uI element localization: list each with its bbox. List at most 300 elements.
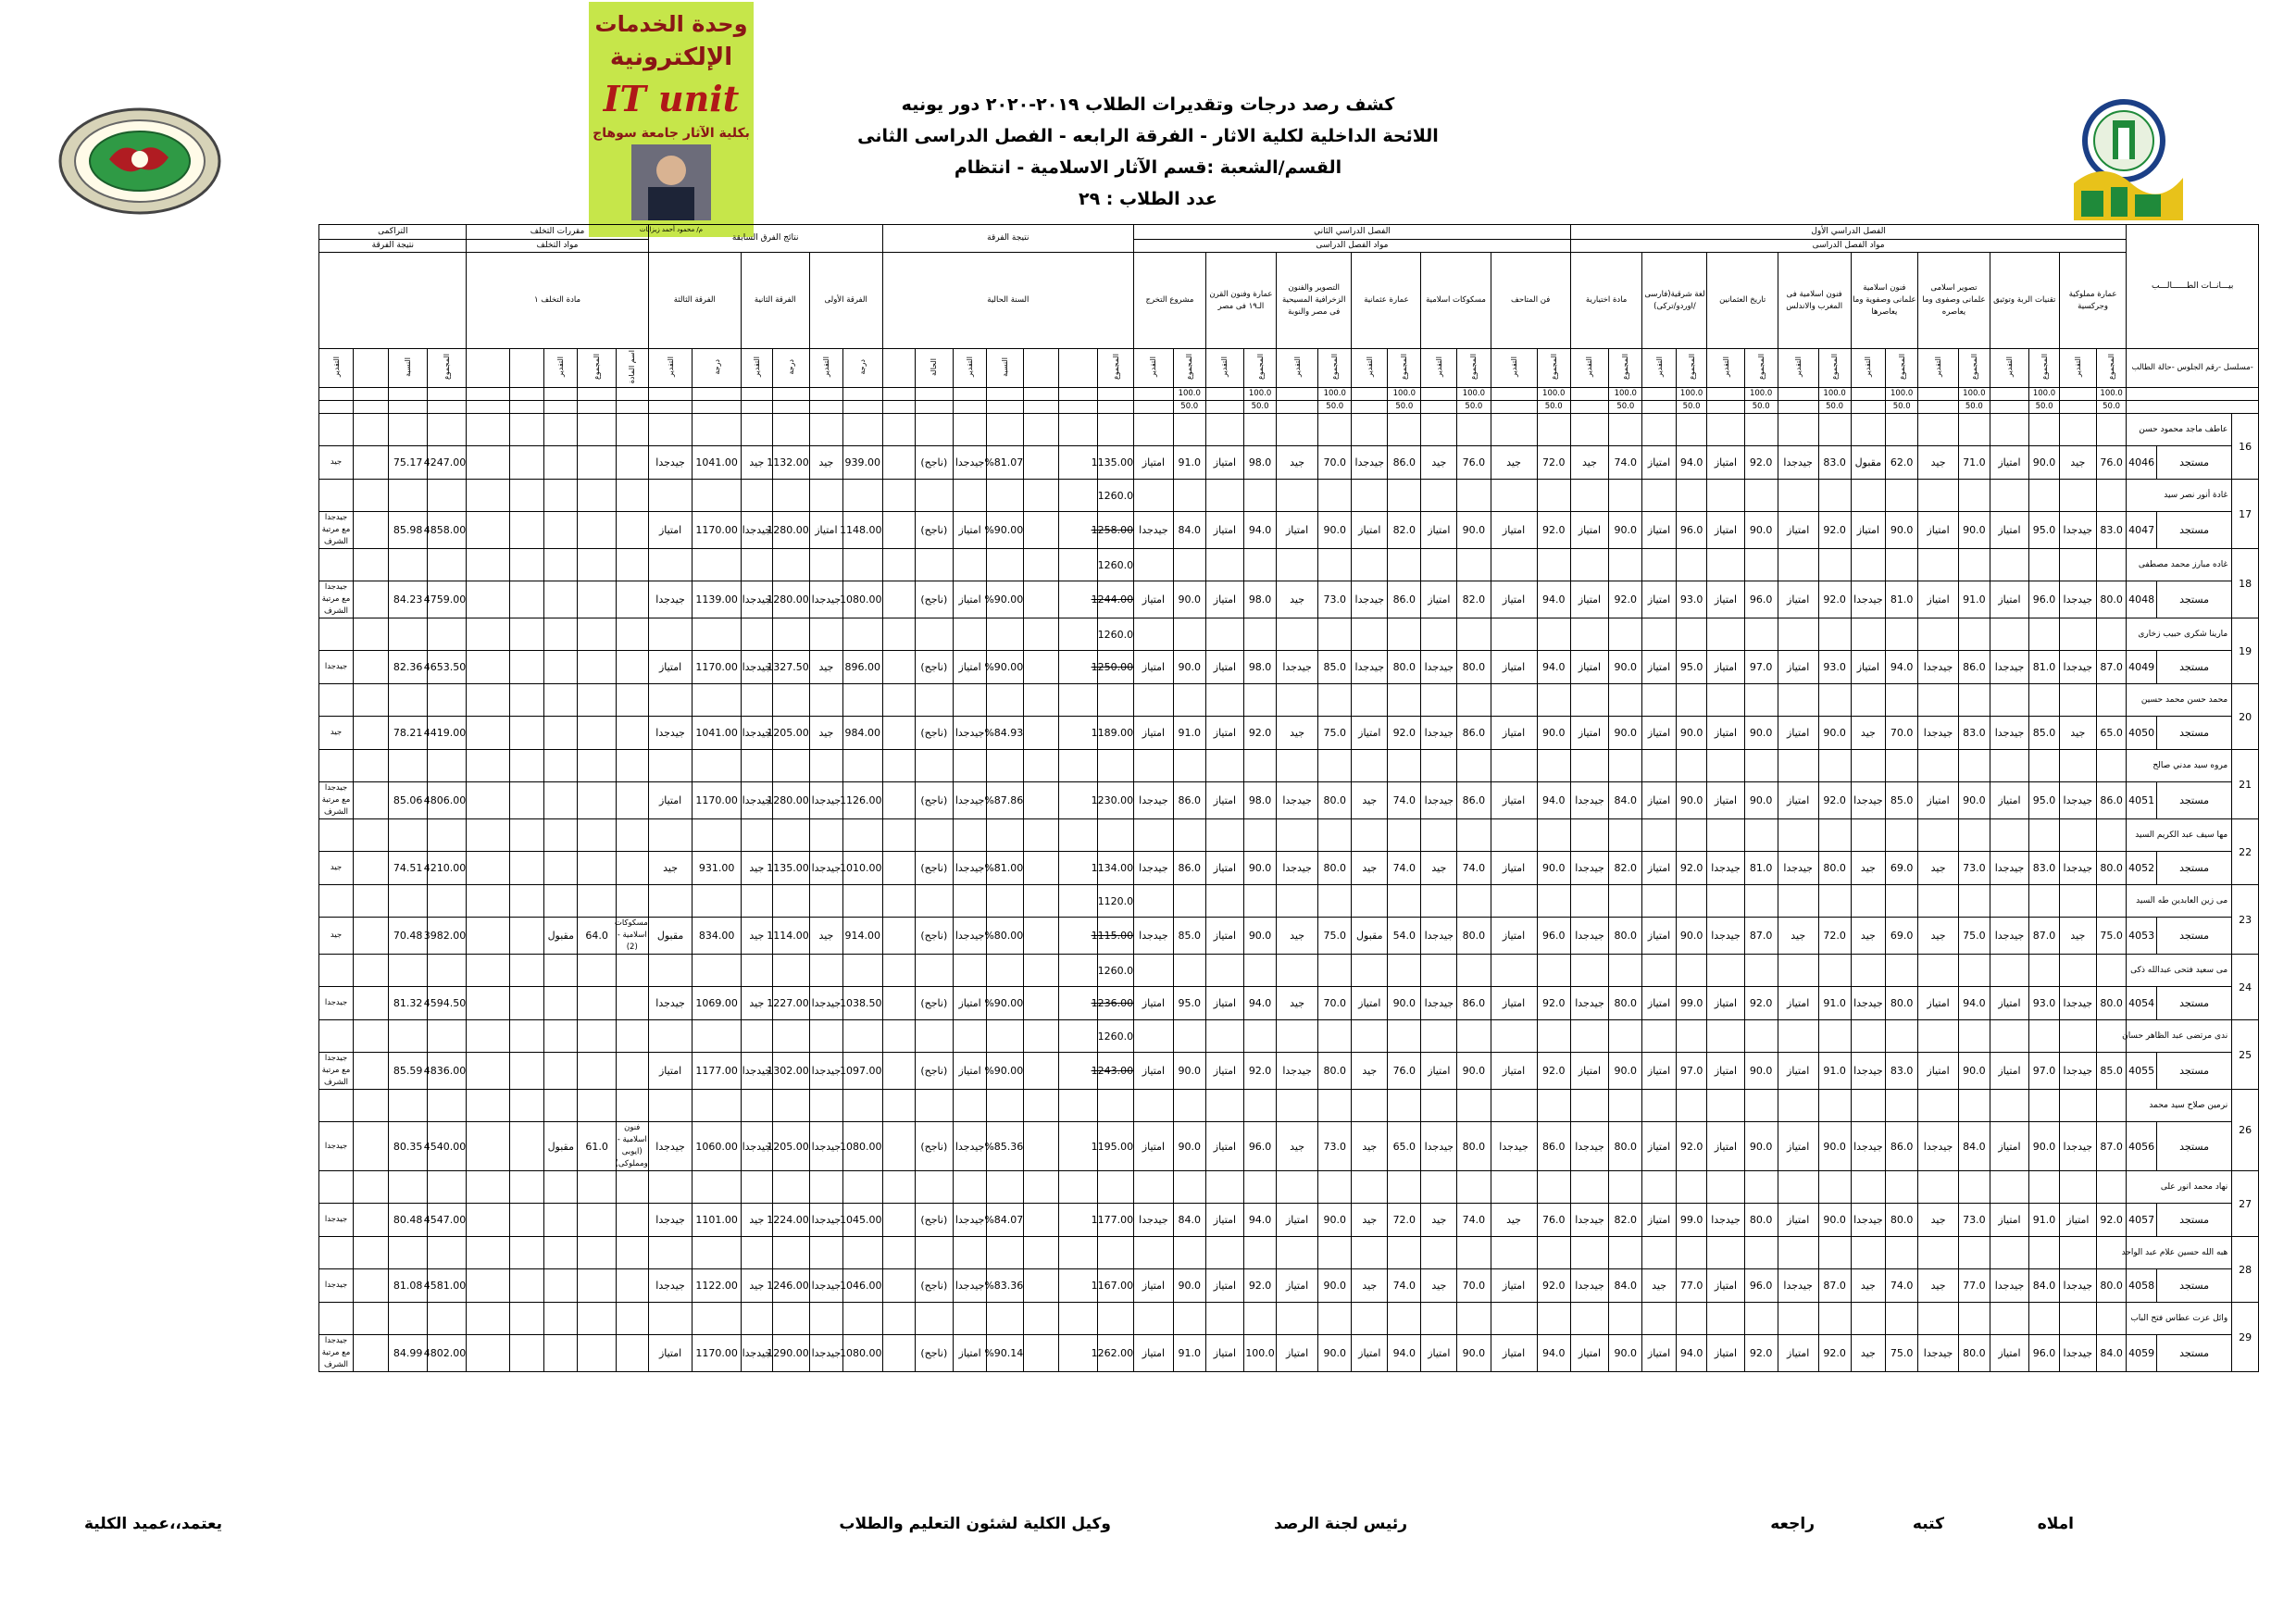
table-cell <box>1676 684 1707 717</box>
prev-year-grade: جيدجدا <box>741 512 772 549</box>
subject-grade: جيدجدا <box>2059 581 2096 618</box>
table-cell <box>1642 401 1676 414</box>
table-cell <box>467 618 509 651</box>
table-cell <box>1642 1090 1676 1122</box>
table-cell <box>772 1020 809 1053</box>
subject-grade: جيدجدا <box>1352 446 1388 480</box>
table-cell <box>1851 480 1886 512</box>
student-info-header: بيـــانــات الطــــــالـــب <box>2127 225 2259 349</box>
table-cell <box>809 819 842 852</box>
table-cell <box>1676 1237 1707 1269</box>
subject-score: 83.0 <box>1818 446 1851 480</box>
table-cell <box>915 750 953 782</box>
table-cell <box>1058 401 1098 414</box>
table-cell <box>1388 414 1421 446</box>
report-header <box>0 89 2296 215</box>
table-cell <box>1352 684 1388 717</box>
prev-year-grade: امتياز <box>648 782 693 819</box>
subject-grade: امتياز <box>1134 651 1174 684</box>
table-cell <box>353 684 389 717</box>
subject-grade: جيد <box>1352 1204 1388 1237</box>
subject-score: 98.0 <box>1244 782 1277 819</box>
table-cell <box>741 1020 772 1053</box>
table-cell <box>1886 349 1918 388</box>
subject-name: فنون اسلامية علمانى وصفوية وما يعاصرها <box>1851 253 1918 349</box>
table-cell <box>1851 750 1886 782</box>
table-cell <box>2059 414 2096 446</box>
table-cell <box>1173 819 1205 852</box>
subject-score: 98.0 <box>1244 581 1277 618</box>
subject-score: 96.0 <box>1537 918 1570 955</box>
table-cell <box>2096 480 2127 512</box>
subject-grade: امتياز <box>1352 1335 1388 1372</box>
table-cell <box>741 684 772 717</box>
table-cell <box>915 955 953 987</box>
cumulative-total: 4547.00 <box>427 1204 467 1237</box>
subject-score: 90.0 <box>1388 987 1421 1020</box>
max-score: 100.0 <box>1537 388 1570 401</box>
table-cell <box>353 414 389 446</box>
third-year-header: الفرقة الثالثة <box>648 253 741 349</box>
table-cell <box>2029 750 2060 782</box>
table-cell <box>509 480 544 512</box>
subject-grade: امتياز <box>1491 1053 1537 1090</box>
table-cell <box>578 480 616 512</box>
subject-grade: امتياز <box>1778 717 1818 750</box>
table-cell <box>1676 618 1707 651</box>
table-cell <box>1205 1171 1243 1204</box>
table-cell <box>1205 819 1243 852</box>
table-cell <box>1642 819 1676 852</box>
table-cell <box>1457 750 1491 782</box>
subject-score: 76.0 <box>2096 446 2127 480</box>
table-cell <box>544 885 578 918</box>
prev-year-total: 1280.00 <box>772 581 809 618</box>
column-subheader: التقدير <box>2073 356 2082 377</box>
table-cell <box>1778 885 1818 918</box>
table-cell <box>1352 349 1388 388</box>
table-cell <box>1205 955 1243 987</box>
table-cell <box>1744 750 1778 782</box>
subject-grade: امتياز <box>1707 987 1744 1020</box>
current-percent: %83.36 <box>987 1269 1024 1303</box>
subject-grade: امتياز <box>1205 446 1243 480</box>
current-grade: امتياز <box>953 1335 986 1372</box>
subject-score: 94.0 <box>1537 581 1570 618</box>
table-cell <box>915 388 953 401</box>
subject-score: 94.0 <box>1886 651 1918 684</box>
subject-score: 80.0 <box>1318 852 1352 885</box>
table-cell <box>1024 1303 1059 1335</box>
pass-status: (ناجح) <box>915 581 953 618</box>
table-cell <box>1173 618 1205 651</box>
subject-score: 93.0 <box>1676 581 1707 618</box>
subject-grade: امتياز <box>1491 651 1537 684</box>
table-cell <box>389 414 427 446</box>
cumulative-percent: 85.59 <box>389 1053 427 1090</box>
table-cell <box>1058 1020 1098 1053</box>
table-cell <box>353 1020 389 1053</box>
subject-score: 90.0 <box>1609 512 1642 549</box>
table-cell <box>693 480 742 512</box>
table-cell <box>1024 1171 1059 1204</box>
table-cell <box>353 549 389 581</box>
table-cell <box>1642 349 1676 388</box>
table-cell <box>1918 819 1959 852</box>
subject-score: 70.0 <box>1318 987 1352 1020</box>
table-cell <box>843 885 883 918</box>
table-cell <box>389 1020 427 1053</box>
table-cell <box>1744 1090 1778 1122</box>
subject-grade: امتياز <box>1918 1053 1959 1090</box>
table-cell <box>319 618 353 651</box>
table-cell <box>1958 1171 1990 1204</box>
subject-score: 83.0 <box>2096 512 2127 549</box>
table-cell <box>1421 955 1457 987</box>
subject-score: 76.0 <box>1457 446 1491 480</box>
subject-grade: جيدجدا <box>1778 1269 1818 1303</box>
seat-number: 4054 <box>2127 987 2157 1020</box>
table-cell <box>1886 885 1918 918</box>
prev-year-grade: جيدجدا <box>809 581 842 618</box>
subject-score: 82.0 <box>1457 581 1491 618</box>
prev-year-total: 1041.00 <box>693 717 742 750</box>
table-cell <box>1244 480 1277 512</box>
subject-grade: امتياز <box>1707 717 1744 750</box>
cumulative-total: 4858.00 <box>427 512 467 549</box>
table-cell <box>1851 414 1886 446</box>
table-cell <box>1570 480 1608 512</box>
subject-grade: امتياز <box>1205 1204 1243 1237</box>
table-cell <box>1990 618 2029 651</box>
table-cell <box>509 717 544 750</box>
table-cell <box>1318 480 1352 512</box>
table-cell <box>1058 1090 1098 1122</box>
table-cell <box>578 401 616 414</box>
table-cell <box>1886 1303 1918 1335</box>
table-cell <box>1134 819 1174 852</box>
second-year-header: الفرقة الثانية <box>741 253 809 349</box>
subject-grade: امتياز <box>1570 1053 1608 1090</box>
table-cell <box>509 549 544 581</box>
table-cell <box>1024 987 1059 1020</box>
cumulative-grade: جيدجدا مع مرتبة الشرف <box>319 1335 353 1372</box>
table-cell <box>915 684 953 717</box>
table-cell <box>882 1237 915 1269</box>
subject-score: 90.0 <box>1173 1053 1205 1090</box>
adjusted-total <box>1098 1090 1134 1122</box>
table-cell <box>1918 1171 1959 1204</box>
table-cell <box>467 1303 509 1335</box>
table-cell <box>1990 750 2029 782</box>
table-cell <box>1352 819 1388 852</box>
table-cell <box>1352 549 1388 581</box>
cumulative-percent: 84.23 <box>389 581 427 618</box>
table-cell <box>772 480 809 512</box>
table-cell <box>987 618 1024 651</box>
table-cell <box>1024 885 1059 918</box>
prev-year-grade: جيدجدا <box>648 1269 693 1303</box>
table-cell <box>1918 1020 1959 1053</box>
table-cell <box>693 955 742 987</box>
table-cell <box>1744 414 1778 446</box>
table-cell <box>1744 819 1778 852</box>
table-cell <box>1491 750 1537 782</box>
current-grade: جيدجدا <box>953 782 986 819</box>
table-cell <box>1318 955 1352 987</box>
table-cell <box>1570 750 1608 782</box>
table-cell <box>319 750 353 782</box>
subject-score: 92.0 <box>1609 581 1642 618</box>
sig-writer: كتبه <box>1912 1515 1944 1533</box>
prev-year-grade: جيدجدا <box>809 782 842 819</box>
subject-grade: امتياز <box>1205 987 1243 1020</box>
table-cell <box>353 581 389 618</box>
subject-grade: جيدجدا <box>2059 782 2096 819</box>
table-cell <box>1851 388 1886 401</box>
table-cell <box>1744 549 1778 581</box>
table-cell <box>1537 1171 1570 1204</box>
prev-year-total: 1170.00 <box>693 651 742 684</box>
table-cell <box>467 414 509 446</box>
table-cell <box>1491 1237 1537 1269</box>
subject-grade: امتياز <box>1421 512 1457 549</box>
column-subheader: التقدير <box>1509 356 1518 377</box>
subject-grade: جيد <box>1851 918 1886 955</box>
table-cell <box>1205 1020 1243 1053</box>
table-cell <box>1886 684 1918 717</box>
table-cell <box>467 819 509 852</box>
table-cell <box>1958 1237 1990 1269</box>
table-cell <box>427 388 467 401</box>
subject-score: 92.0 <box>1744 446 1778 480</box>
table-cell <box>1851 819 1886 852</box>
subject-grade: جيد <box>2059 446 2096 480</box>
subject-score: 90.0 <box>1744 512 1778 549</box>
prev-year-total: 1246.00 <box>772 1269 809 1303</box>
table-cell <box>1024 1335 1059 1372</box>
table-cell <box>882 782 915 819</box>
table-cell <box>2059 1020 2096 1053</box>
table-cell <box>1058 1237 1098 1269</box>
table-cell <box>467 446 509 480</box>
subject-grade: جيدجدا <box>1421 717 1457 750</box>
table-cell <box>1024 414 1059 446</box>
table-cell <box>1277 549 1318 581</box>
table-cell <box>544 401 578 414</box>
max-score: 100.0 <box>1388 388 1421 401</box>
prev-year-total: 1080.00 <box>843 1122 883 1171</box>
table-cell <box>1318 549 1352 581</box>
table-cell <box>953 1020 986 1053</box>
table-cell <box>1609 549 1642 581</box>
subject-grade: امتياز <box>1918 782 1959 819</box>
table-cell <box>1570 684 1608 717</box>
subject-score: 75.0 <box>1318 918 1352 955</box>
carry-score <box>578 987 616 1020</box>
table-cell <box>1990 349 2029 388</box>
pass-status: (ناجح) <box>915 918 953 955</box>
table-cell <box>772 388 809 401</box>
table-cell <box>843 750 883 782</box>
table-cell <box>1318 819 1352 852</box>
table-cell <box>741 414 772 446</box>
table-cell <box>648 480 693 512</box>
table-cell <box>1609 1020 1642 1053</box>
table-cell <box>353 1171 389 1204</box>
table-cell <box>1918 1090 1959 1122</box>
table-cell <box>648 819 693 852</box>
column-subheader: التقدير <box>1585 356 1594 377</box>
carry-grade <box>544 1204 578 1237</box>
subject-grade: امتياز <box>1851 651 1886 684</box>
subject-grade: امتياز <box>1707 1269 1744 1303</box>
prev-year-total: 1060.00 <box>693 1122 742 1171</box>
table-cell <box>2096 549 2127 581</box>
table-cell <box>544 819 578 852</box>
table-cell <box>1851 1303 1886 1335</box>
sig-dean: يعتمد،،عميد الكلية <box>83 1515 222 1533</box>
table-cell <box>427 549 467 581</box>
subject-score: 86.0 <box>2096 782 2127 819</box>
table-cell <box>1244 885 1277 918</box>
subject-score: 80.0 <box>1886 1204 1918 1237</box>
table-cell <box>1173 349 1205 388</box>
subject-score: 94.0 <box>1537 651 1570 684</box>
row-number: 25 <box>2232 1020 2259 1090</box>
prev-year-grade: جيد <box>648 852 693 885</box>
subject-grade: جيد <box>1352 1269 1388 1303</box>
subject-score: 90.0 <box>1818 1122 1851 1171</box>
table-cell <box>1024 388 1059 401</box>
table-cell <box>1134 480 1174 512</box>
table-cell <box>1537 1237 1570 1269</box>
subject-score: 86.0 <box>1457 782 1491 819</box>
table-cell <box>987 955 1024 987</box>
subject-score: 92.0 <box>1388 717 1421 750</box>
prev-year-grade: امتياز <box>648 651 693 684</box>
table-cell <box>987 549 1024 581</box>
subject-score: 84.0 <box>2029 1269 2060 1303</box>
row-number: 23 <box>2232 885 2259 955</box>
table-cell <box>1609 955 1642 987</box>
table-cell <box>809 1237 842 1269</box>
table-cell <box>1570 819 1608 852</box>
subject-score: 91.0 <box>2029 1204 2060 1237</box>
table-cell <box>1352 1090 1388 1122</box>
subject-score: 86.0 <box>1173 852 1205 885</box>
table-cell <box>467 684 509 717</box>
table-cell <box>1491 1020 1537 1053</box>
carry-grade: مقبول <box>544 918 578 955</box>
table-cell <box>1818 349 1851 388</box>
carry-grade <box>544 717 578 750</box>
max-score: 100.0 <box>1958 388 1990 401</box>
table-cell <box>693 1171 742 1204</box>
table-cell <box>1918 1237 1959 1269</box>
table-cell <box>1818 885 1851 918</box>
table-cell <box>1024 1204 1059 1237</box>
table-cell <box>1058 1303 1098 1335</box>
table-cell <box>843 414 883 446</box>
subject-score: 96.0 <box>1244 1122 1277 1171</box>
table-cell <box>427 1171 467 1204</box>
table-cell <box>1642 1171 1676 1204</box>
table-cell <box>1818 750 1851 782</box>
carry-grade <box>544 987 578 1020</box>
table-cell <box>1537 618 1570 651</box>
subject-grade: امتياز <box>1642 717 1676 750</box>
table-cell <box>1318 750 1352 782</box>
table-cell <box>1918 1303 1959 1335</box>
current-grade: جيدجدا <box>953 717 986 750</box>
table-cell <box>1205 1303 1243 1335</box>
student-name: نهاد محمد انور على <box>2127 1171 2232 1204</box>
cumulative-total: 3982.00 <box>427 918 467 955</box>
subject-score: 70.0 <box>1457 1269 1491 1303</box>
subject-grade: امتياز <box>1642 446 1676 480</box>
table-cell <box>509 885 544 918</box>
table-cell <box>616 1303 648 1335</box>
seat-number: 4051 <box>2127 782 2157 819</box>
max-score: 100.0 <box>2096 388 2127 401</box>
grades-table <box>46 224 2259 1372</box>
table-cell <box>1058 349 1098 388</box>
table-cell <box>1778 819 1818 852</box>
subject-grade: امتياز <box>2059 1204 2096 1237</box>
subject-grade: جيدجدا <box>1778 446 1818 480</box>
cumulative-total: 4594.50 <box>427 987 467 1020</box>
subject-grade: جيدجدا <box>1851 1053 1886 1090</box>
subject-score: 92.0 <box>1744 1335 1778 1372</box>
adjusted-total <box>1098 750 1134 782</box>
table-cell <box>693 1303 742 1335</box>
max-score: 50.0 <box>1818 401 1851 414</box>
subject-score: 80.0 <box>1886 987 1918 1020</box>
table-cell <box>1886 1171 1918 1204</box>
table-cell <box>1457 1237 1491 1269</box>
subject-grade: امتياز <box>1707 1053 1744 1090</box>
student-name: مى سعيد فتحى عبدالله ذكى <box>2127 955 2232 987</box>
table-cell <box>1205 1090 1243 1122</box>
table-cell <box>1778 549 1818 581</box>
subject-score: 90.0 <box>1457 1335 1491 1372</box>
table-cell <box>509 782 544 819</box>
it-unit-caption: م/ محمود أحمد زيزايات <box>639 226 704 233</box>
table-cell <box>509 955 544 987</box>
table-cell <box>882 581 915 618</box>
table-cell <box>648 618 693 651</box>
table-cell <box>1277 480 1318 512</box>
table-cell <box>882 918 915 955</box>
prev-year-grade: جيدجدا <box>809 1053 842 1090</box>
table-cell <box>1024 918 1059 955</box>
current-percent: %81.07 <box>987 446 1024 480</box>
table-cell <box>987 414 1024 446</box>
table-cell <box>882 1020 915 1053</box>
table-cell <box>741 401 772 414</box>
table-cell <box>1707 1237 1744 1269</box>
table-cell <box>1609 819 1642 852</box>
table-cell <box>1024 480 1059 512</box>
term2-header: الفصل الدراسي الثاني <box>1134 225 1571 240</box>
adjusted-total: 1260.0 <box>1098 480 1134 512</box>
subject-grade: جيد <box>1918 918 1959 955</box>
subject-grade: امتياز <box>1352 717 1388 750</box>
subject-grade: امتياز <box>1277 1335 1318 1372</box>
table-cell <box>578 1303 616 1335</box>
table-cell <box>1609 1090 1642 1122</box>
